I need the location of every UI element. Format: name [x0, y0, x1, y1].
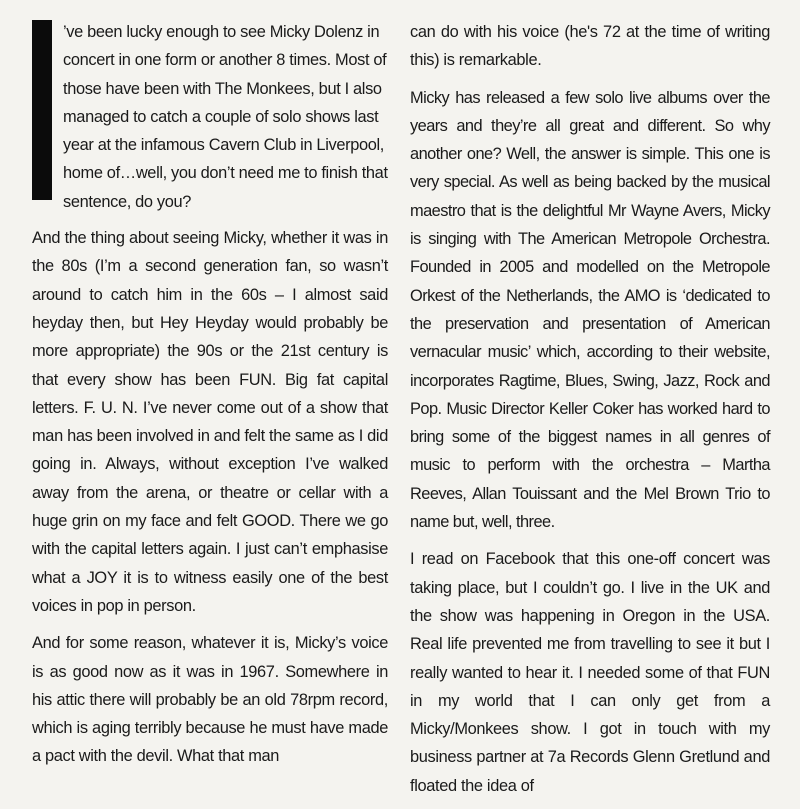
intro-block [32, 18, 388, 216]
paragraph: Micky has released a few solo live albums over the years and they’re all great and different. So why another one? Well, the answer is simple. This one is very special. As well as being backed by the musical maestro that is the delightful Mr Wayne Avers, Micky is singing with The American Metropole Orchestra. Founded in 2005 and modelled on the Metropole Orkest of the Netherlands, the AMO is ‘dedicated to the preservation and presentation of American vernacular music’ which, according to their website, incorporates Ragtime, Blues, Swing, Jazz, Rock and Pop. Music Director Keller Coker has worked hard to bring some of the biggest names in all genres of music to perform with the orchestra – Martha Reeves, Allan Touissant and the Mel Brown Trio to name but, well, three. [410, 88, 770, 532]
right-column [410, 18, 770, 809]
left-column [32, 18, 388, 780]
paragraph: And for some reason, whatever it is, Micky’s voice is as good now as it was in 1967. Somewhere in his attic there will probably be an old 78rpm record, which is aging terribly because he must have made a pact with the devil. What that man [32, 634, 388, 766]
paragraph: can do with his voice (he's 72 at the time of writing this) is remarkable. [410, 23, 770, 70]
paragraph: And the thing about seeing Micky, whether it was in the 80s (I’m a second generation fan, so wasn’t around to catch him in the 60s – I almost said heyday then, but Hey Heyday would probably be more appropriate) the 90s or the 21st century is that every show has been FUN. Big fat capital letters. F. U. N. I’ve never come out of a show that man has been involved in and felt the same as I did going in. Always, without exception I’ve walked away from the arena, or theatre or cellar with a huge grin on my face and felt GOOD. There we go with the capital letters again. I just can’t emphasise what a JOY it is to witness easily one of the best voices in pop in person. [32, 229, 388, 615]
paragraph: I read on Facebook that this one-off concert was taking place, but I couldn’t go. I live in the UK and the show was happening in Oregon in the USA. Real life prevented me from travelling to see it but I really wanted to hear it. I needed some of that FUN in my world that I can only get from a Micky/Monkees show. I got in touch with my business partner at 7a Records Glenn Gretlund and floated the idea of [410, 550, 770, 795]
drop-cap-letter [32, 20, 52, 200]
intro-paragraph: ’ve been lucky enough to see Micky Dolenz in concert in one form or another 8 times. Most of those have been with The Monkees, but I also managed to catch a couple of solo shows last year at the infamous Cavern Club in Liverpool, home of…well, you don’t need me to finish that sentence, do you? [63, 23, 388, 211]
